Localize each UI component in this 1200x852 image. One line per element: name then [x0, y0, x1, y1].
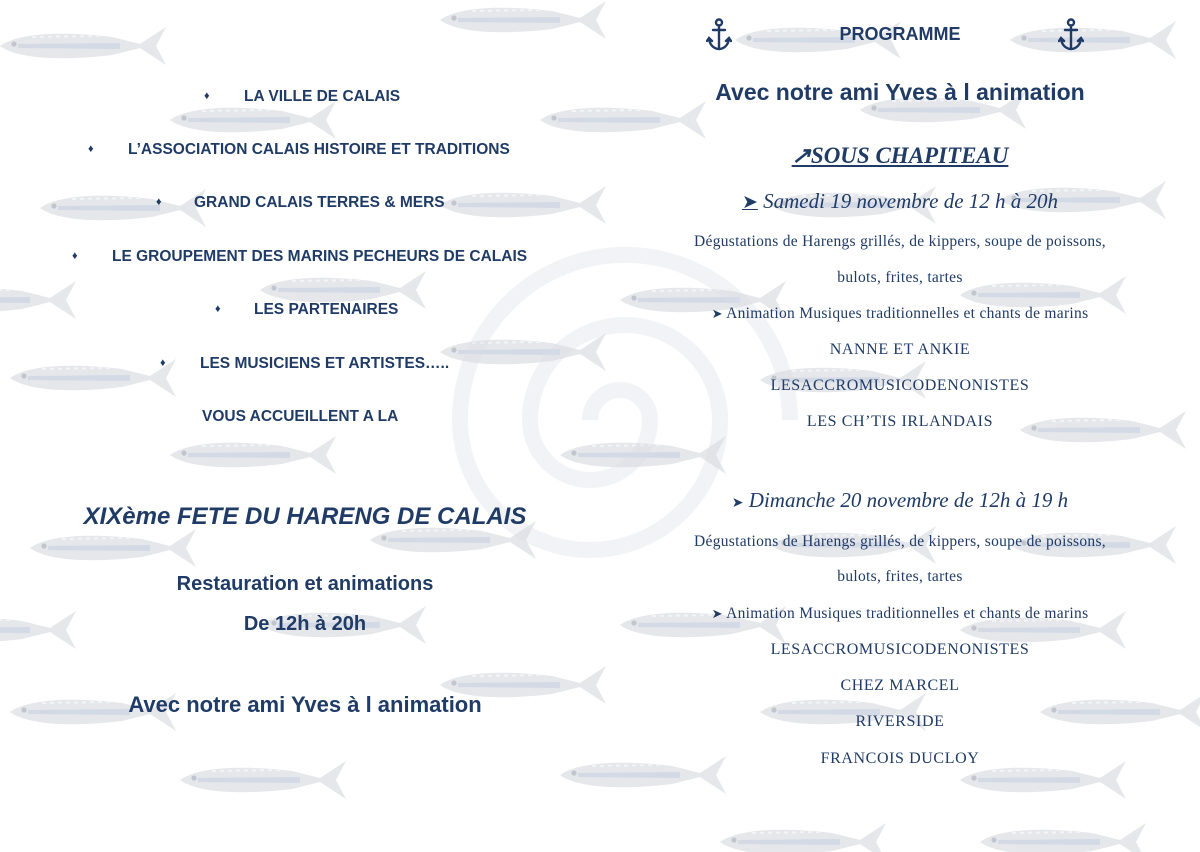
diamond-bullet-icon: ♦	[160, 357, 166, 369]
sunday-food-line2: bulots, frites, tartes	[837, 568, 963, 585]
saturday-food-line1: Dégustations de Harengs grillés, de kippers, soupe de poissons,	[694, 233, 1106, 250]
arrow-bullet-icon: ➤	[741, 192, 758, 213]
sponsor-item	[0, 194, 600, 216]
arrow-bullet-icon: ➤	[711, 606, 723, 621]
saturday-music-text: Animation Musiques traditionnelles et chants de marins	[726, 305, 1089, 322]
welcome-text	[0, 408, 600, 430]
sunday-title: Dimanche 20 novembre de 12h à 19 h	[748, 488, 1069, 512]
sponsor-text: GRAND CALAIS TERRES & MERS	[194, 194, 445, 211]
event-hours: De 12h à 20h	[243, 613, 367, 635]
venue-heading	[600, 143, 1200, 169]
diamond-bullet-icon: ♦	[88, 143, 94, 155]
sunday-artist: RIVERSIDE	[855, 713, 945, 730]
sponsor-item	[0, 355, 600, 377]
diamond-bullet-icon: ♦	[204, 90, 210, 102]
diamond-bullet-icon: ♦	[72, 250, 78, 262]
saturday-heading	[600, 189, 1200, 214]
saturday-artist: LES CH’TIS IRLANDAIS	[806, 413, 994, 430]
saturday-artist: LESACCROMUSICODENONISTES	[770, 377, 1030, 394]
sunday-heading	[600, 488, 1200, 513]
sponsor-text: VOUS ACCUEILLENT A LA	[202, 408, 399, 425]
sponsor-text: LA VILLE DE CALAIS	[244, 88, 401, 105]
sponsor-text: L’ASSOCIATION CALAIS HISTOIRE ET TRADITIONS	[128, 141, 510, 158]
saturday-title: Samedi 19 novembre de 12 h à 20h	[763, 189, 1059, 213]
anchor-icon	[1058, 18, 1084, 52]
sunday-music	[600, 605, 1200, 623]
sponsor-text: LES MUSICIENS ET ARTISTES…..	[200, 355, 450, 372]
diamond-bullet-icon: ♦	[156, 196, 162, 208]
saturday-music	[600, 305, 1200, 323]
sunday-artist: LESACCROMUSICODENONISTES	[770, 641, 1030, 658]
arrow-up-right-icon: ↗	[791, 143, 811, 168]
sunday-artist: CHEZ MARCEL	[840, 677, 960, 694]
sunday-food-line1: Dégustations de Harengs grillés, de kippers, soupe de poissons,	[694, 533, 1106, 550]
event-animation: Avec notre ami Yves à l animation	[128, 692, 482, 717]
sponsor-item	[0, 301, 600, 323]
arrow-bullet-icon: ➤	[711, 306, 723, 321]
sunday-artist: FRANCOIS DUCLOY	[820, 750, 980, 767]
sponsor-item	[0, 248, 600, 270]
event-title: XIXème FETE DU HARENG DE CALAIS	[83, 503, 527, 530]
saturday-food-line2: bulots, frites, tartes	[837, 269, 963, 286]
venue-label: SOUS CHAPITEAU	[810, 143, 1009, 168]
programme-heading: PROGRAMME	[839, 24, 961, 44]
programme-animation: Avec notre ami Yves à l animation	[715, 79, 1085, 105]
sponsor-text: LES PARTENAIRES	[254, 301, 399, 318]
event-subtitle: Restauration et animations	[176, 573, 434, 595]
sunday-music-text: Animation Musiques traditionnelles et chants de marins	[726, 605, 1089, 622]
saturday-artist: NANNE ET ANKIE	[829, 341, 971, 358]
arrow-bullet-icon: ➤	[731, 496, 744, 511]
sponsor-item	[0, 88, 600, 110]
diamond-bullet-icon: ♦	[215, 303, 221, 315]
sponsor-item	[0, 141, 600, 163]
sponsor-text: LE GROUPEMENT DES MARINS PECHEURS DE CALAIS	[112, 248, 528, 265]
